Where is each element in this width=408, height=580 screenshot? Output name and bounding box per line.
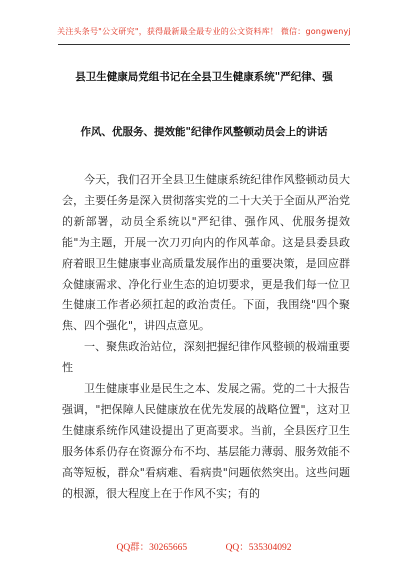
- footer-qq-group: QQ群：30265665: [116, 543, 188, 553]
- body-paragraph: 今天，我们召开全县卫生健康系统纪律作风整顿动员大会，主要任务是深入贯彻落实党的二十大关于全面从严治党的新部署，动员全系统以"严纪律、强作风、优服务提效能"为主题，开展一次刀刃向内的作风革命。这是县委县政府着眼卫生健康事业高质量发展作出的重要决策，是回应群众健康需求、净化行业生态的迫切要求，更是我们每一位卫生健康工作者必须扛起的政治责任。下面，我围绕"四个聚焦、四个强化"，讲四点意见。: [62, 173, 350, 333]
- footer-qq: QQ：535304092: [225, 543, 292, 553]
- document-title-line-2: 作风、优服务、提效能"纪律作风整顿动员会上的讲话: [80, 126, 328, 138]
- header-divider: [58, 44, 350, 45]
- header-banner: 关注头条号"公文研究"，获得最新最全最专业的公文资料库！ 微信：gongwenyj: [57, 27, 351, 36]
- document-body: [62, 170, 350, 505]
- footer-contact: [0, 539, 408, 553]
- section-heading: 一、聚焦政治站位，深刻把握纪律作风整顿的极端重要性: [62, 340, 350, 375]
- document-title-line-1: 县卫生健康局党组书记在全县卫生健康系统"严纪律、强: [75, 71, 333, 83]
- body-paragraph: 卫生健康事业是民生之本、发展之需。党的二十大报告强调，"把保障人民健康放在优先发展的战略位置"，这对卫生健康系统作风建设提出了更高要求。当前，全县医疗卫生服务体系仍存在资源分布不均、基层能力薄弱、服务效能不高等短板，群众"看病难、看病贵"问题依然突出。这些问题的根源，很大程度上在于作风不实；有的: [62, 382, 350, 500]
